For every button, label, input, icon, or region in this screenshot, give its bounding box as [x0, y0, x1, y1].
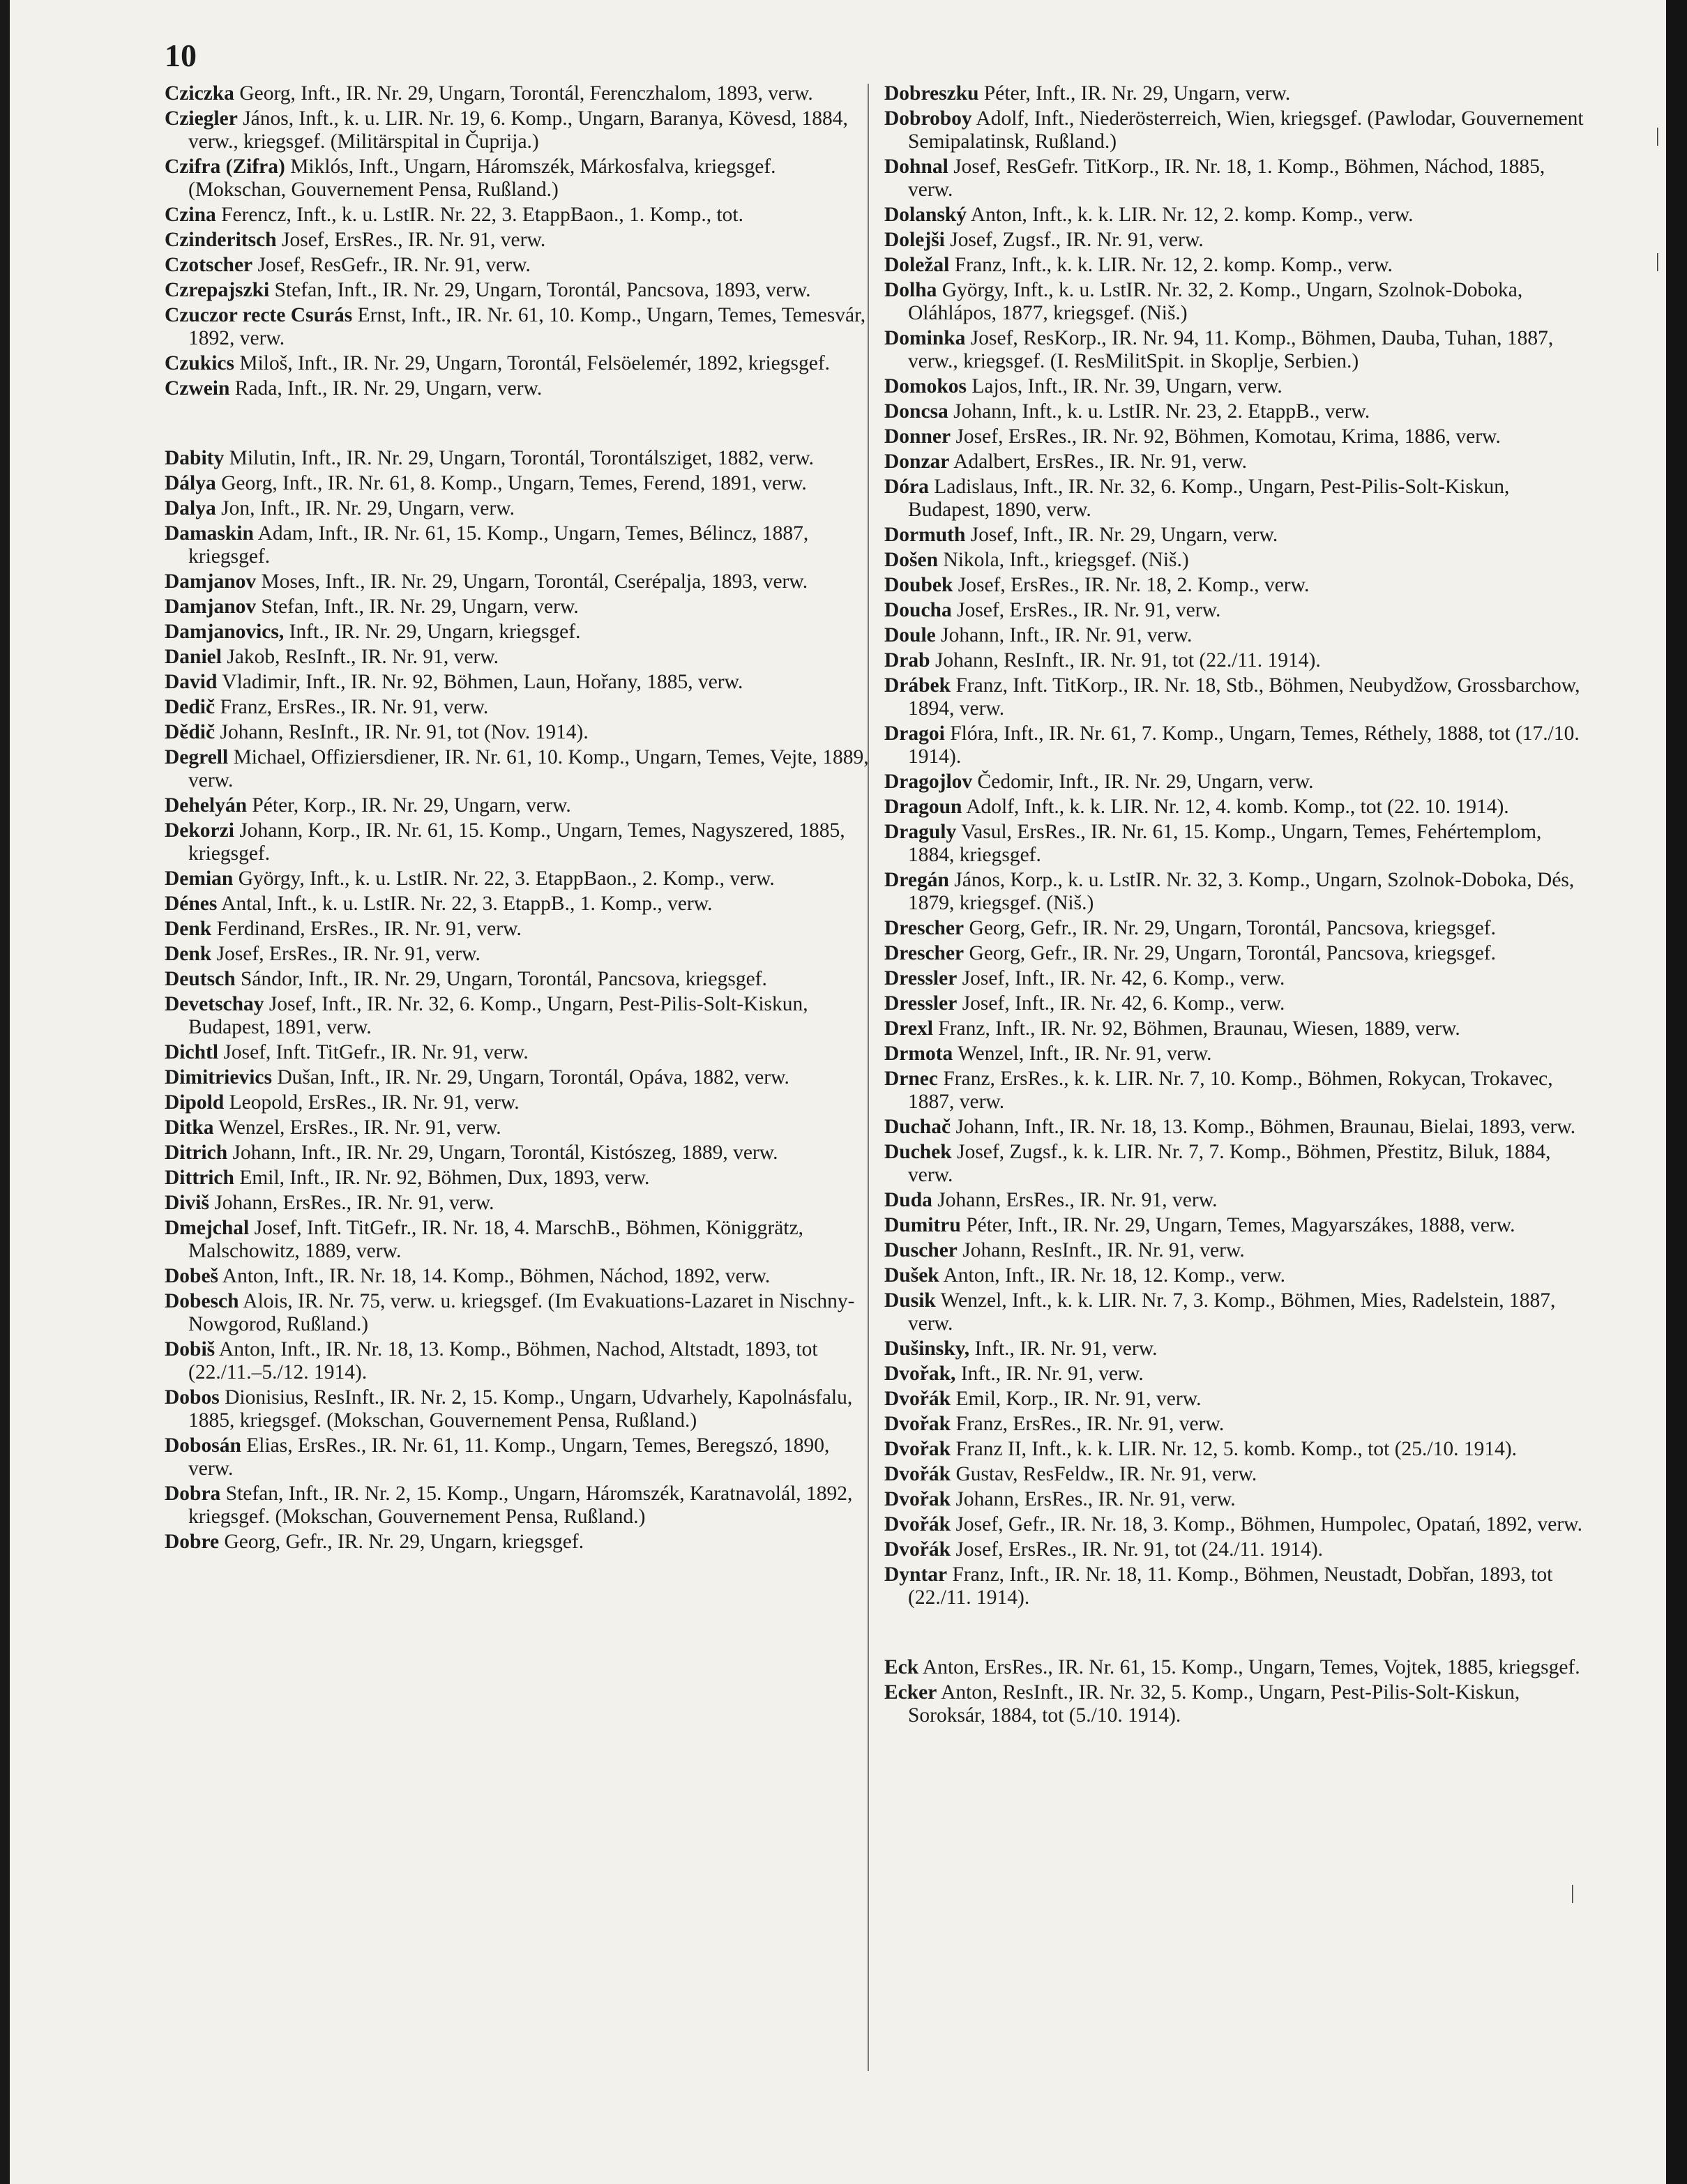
- entry-surname: Dohnal: [884, 156, 948, 178]
- entry-surname: Czwein: [165, 377, 230, 400]
- entry-surname: Dominka: [884, 327, 966, 349]
- entry-details: Anton, Inft., IR. Nr. 18, 12. Komp., verw.: [939, 1264, 1285, 1287]
- entry-details: Josef, ErsRes., IR. Nr. 91, verw.: [951, 599, 1221, 621]
- entry-details: Georg, Gefr., IR. Nr. 29, Ungarn, Torontál, Pancsova, kriegsgef.: [964, 917, 1497, 939]
- entry-details: Dionisius, ResInft., IR. Nr. 2, 15. Komp., Ungarn, Udvarhely, Kapolnásfalu, 1885, kriegsgef. (Mokschan, Gouvernement Pensa, Rußland.): [188, 1386, 853, 1432]
- entry-details: Josef, Gefr., IR. Nr. 18, 3. Komp., Böhmen, Humpolec, Opatań, 1892, verw.: [951, 1513, 1582, 1535]
- list-entry: [165, 1066, 869, 1089]
- entry-details: Josef, ErsRes., IR. Nr. 91, verw.: [276, 229, 546, 251]
- entry-details: Stefan, Inft., IR. Nr. 2, 15. Komp., Ungarn, Háromszék, Karatnavolál, 1892, kriegsgef. (Mokschan, Gouvernement Pensa, Rußland.): [188, 1482, 853, 1528]
- list-entry: [165, 1142, 869, 1165]
- list-entry: [884, 524, 1589, 547]
- entry-details: Johann, ResInft., IR. Nr. 91, verw.: [957, 1239, 1245, 1261]
- list-entry: [884, 549, 1589, 572]
- list-entry: [884, 1042, 1589, 1066]
- entry-details: Josef, ErsRes., IR. Nr. 92, Böhmen, Komotau, Krima, 1886, verw.: [951, 425, 1501, 448]
- entry-details: Miloš, Inft., IR. Nr. 29, Ungarn, Torontál, Felsöelemér, 1892, kriegsgef.: [234, 352, 831, 374]
- entry-surname: Drescher: [884, 942, 964, 964]
- entry-details: Stefan, Inft., IR. Nr. 29, Ungarn, Torontál, Pancsova, 1893, verw.: [269, 279, 811, 301]
- entry-details: Josef, Inft. TitGefr., IR. Nr. 91, verw.: [218, 1041, 529, 1063]
- entry-details: Anton, ResInft., IR. Nr. 32, 5. Komp., Ungarn, Pest-Pilis-Solt-Kiskun, Soroksár, 1884, tot (5./10. 1914).: [908, 1681, 1520, 1727]
- entry-surname: Degrell: [165, 746, 229, 768]
- entry-details: Adalbert, ErsRes., IR. Nr. 91, verw.: [949, 450, 1247, 473]
- entry-details: Elias, ErsRes., IR. Nr. 61, 11. Komp., Ungarn, Temes, Beregszó, 1890, verw.: [188, 1434, 830, 1480]
- entry-details: Georg, Inft., IR. Nr. 29, Ungarn, Torontál, Ferenczhalom, 1893, verw.: [234, 82, 813, 105]
- entry-surname: Doležal: [884, 254, 950, 276]
- entry-details: Ladislaus, Inft., IR. Nr. 32, 6. Komp., Ungarn, Pest-Pilis-Solt-Kiskun, Budapest, 1890, verw.: [908, 476, 1510, 521]
- entry-details: Vasul, ErsRes., IR. Nr. 61, 15. Komp., Ungarn, Temes, Fehértemplom, 1884, kriegsgef.: [908, 821, 1542, 866]
- entry-surname: Czifra (Zifra): [165, 156, 285, 178]
- list-entry: [884, 796, 1589, 819]
- entry-details: Emil, Korp., IR. Nr. 91, verw.: [951, 1388, 1202, 1410]
- list-entry: [884, 574, 1589, 597]
- list-entry: [165, 867, 869, 890]
- entry-details: János, Inft., k. u. LIR. Nr. 19, 6. Komp., Ungarn, Baranya, Kövesd, 1884, verw., kriegsgef. (Militärspital in Čuprija.): [188, 107, 848, 153]
- list-entry: [165, 156, 869, 202]
- entry-surname: Dobosán: [165, 1434, 241, 1457]
- list-entry: [884, 1388, 1589, 1411]
- entry-details: Josef, Inft. TitGefr., IR. Nr. 18, 4. MarschB., Böhmen, Königgrätz, Malschowitz, 1889, verw.: [188, 1217, 804, 1262]
- entry-surname: Dědič: [165, 721, 215, 743]
- entry-surname: Dragoi: [884, 722, 945, 745]
- entry-surname: Duscher: [884, 1239, 958, 1261]
- list-entry: [165, 522, 869, 568]
- entry-details: Johann, Inft., k. u. LstIR. Nr. 23, 2. EtappB., verw.: [948, 400, 1370, 423]
- entry-details: Wenzel, Inft., IR. Nr. 91, verw.: [953, 1042, 1212, 1065]
- list-entry: [884, 1068, 1589, 1114]
- entry-details: Franz, Inft., IR. Nr. 18, 11. Komp., Böhmen, Neustadt, Dobřan, 1893, tot (22./11. 1914).: [908, 1563, 1553, 1609]
- entry-details: Josef, ResGefr. TitKorp., IR. Nr. 18, 1. Komp., Böhmen, Náchod, 1885, verw.: [908, 156, 1545, 201]
- entry-surname: Dvořák: [884, 1513, 951, 1535]
- entry-surname: Dálya: [165, 472, 216, 494]
- entry-surname: Czina: [165, 204, 216, 226]
- list-entry: [884, 1538, 1589, 1561]
- entry-surname: Dvořák: [884, 1538, 951, 1561]
- entry-details: Johann, Inft., IR. Nr. 18, 13. Komp., Böhmen, Braunau, Bielai, 1893, verw.: [951, 1116, 1576, 1138]
- list-entry: [165, 671, 869, 694]
- entry-details: Antal, Inft., k. u. LstIR. Nr. 22, 3. EtappB., 1. Komp., verw.: [217, 893, 713, 915]
- entry-surname: Dvořak: [884, 1488, 951, 1510]
- entry-details: Georg, Inft., IR. Nr. 61, 8. Komp., Ungarn, Temes, Ferend, 1891, verw.: [215, 472, 807, 494]
- entry-details: Wenzel, ErsRes., IR. Nr. 91, verw.: [213, 1116, 501, 1139]
- list-entry: [884, 107, 1589, 153]
- entry-details: Jakob, ResInft., IR. Nr. 91, verw.: [221, 646, 499, 668]
- list-entry: [165, 497, 869, 520]
- entry-surname: Ditrich: [165, 1142, 228, 1164]
- entry-surname: Dobesch: [165, 1290, 239, 1312]
- margin-mark: |: [1656, 125, 1660, 146]
- list-entry: [165, 918, 869, 941]
- entry-surname: Dóra: [884, 476, 929, 498]
- list-entry: [884, 1141, 1589, 1187]
- entry-surname: David: [165, 671, 218, 693]
- list-entry: [165, 1217, 869, 1263]
- entry-surname: Drescher: [884, 917, 964, 939]
- list-entry: [884, 229, 1589, 252]
- entry-surname: Dušek: [884, 1264, 939, 1287]
- list-entry: [165, 447, 869, 470]
- entry-details: Leopold, ErsRes., IR. Nr. 91, verw.: [224, 1091, 520, 1114]
- entry-details: Johann, ResInft., IR. Nr. 91, tot (22./11. 1914).: [930, 649, 1321, 672]
- entry-surname: Domokos: [884, 375, 967, 397]
- entry-details: Ernst, Inft., IR. Nr. 61, 10. Komp., Ungarn, Temes, Temesvár, 1892, verw.: [188, 304, 866, 349]
- entry-surname: Drábek: [884, 674, 951, 697]
- letter-section-gap: [884, 1612, 1589, 1656]
- entry-surname: Demian: [165, 867, 234, 890]
- entry-surname: Ecker: [884, 1681, 937, 1704]
- entry-details: Johann, Inft., IR. Nr. 91, verw.: [935, 624, 1193, 646]
- entry-details: Franz, ErsRes., IR. Nr. 91, verw.: [951, 1413, 1225, 1435]
- entry-details: Vladimir, Inft., IR. Nr. 92, Böhmen, Laun, Hořany, 1885, verw.: [217, 671, 743, 693]
- list-entry: [165, 596, 869, 619]
- list-entry: [884, 1656, 1589, 1679]
- entry-surname: Damjanovics,: [165, 621, 285, 643]
- entry-details: Rada, Inft., IR. Nr. 29, Ungarn, verw.: [229, 377, 543, 400]
- entry-details: Josef, ErsRes., IR. Nr. 18, 2. Komp., verw.: [953, 574, 1310, 596]
- entry-surname: Donner: [884, 425, 951, 448]
- list-entry: [165, 1192, 869, 1215]
- entry-surname: Cziegler: [165, 107, 238, 130]
- entry-surname: Dobos: [165, 1386, 220, 1409]
- entry-surname: Doubek: [884, 574, 953, 596]
- entry-details: Ferdinand, ErsRes., IR. Nr. 91, verw.: [211, 918, 522, 940]
- entry-details: Johann, Inft., IR. Nr. 29, Ungarn, Torontál, Kistószeg, 1889, verw.: [227, 1142, 778, 1164]
- list-entry: [165, 1531, 869, 1554]
- list-entry: [884, 375, 1589, 398]
- entry-details: Franz II, Inft., k. k. LIR. Nr. 12, 5. komb. Komp., tot (25./10. 1914).: [951, 1438, 1518, 1460]
- list-entry: [884, 967, 1589, 990]
- entry-surname: Dobeš: [165, 1265, 219, 1287]
- list-entry: [165, 721, 869, 744]
- list-entry: [884, 649, 1589, 672]
- entry-details: Anton, Inft., k. k. LIR. Nr. 12, 2. komp. Komp., verw.: [967, 204, 1414, 226]
- entry-surname: Dobreszku: [884, 82, 979, 105]
- list-entry: [884, 1264, 1589, 1287]
- entry-details: Josef, Inft., IR. Nr. 32, 6. Komp., Ungarn, Pest-Pilis-Solt-Kiskun, Budapest, 1891, verw.: [188, 993, 808, 1038]
- entry-details: Lajos, Inft., IR. Nr. 39, Ungarn, verw.: [967, 375, 1283, 397]
- entry-details: Jon, Inft., IR. Nr. 29, Ungarn, verw.: [215, 497, 515, 520]
- entry-details: Josef, ResGefr., IR. Nr. 91, verw.: [252, 254, 531, 276]
- entry-details: Franz, Inft., k. k. LIR. Nr. 12, 2. komp. Komp., verw.: [949, 254, 1393, 276]
- entry-surname: Dolanský: [884, 204, 967, 226]
- list-entry: [165, 204, 869, 227]
- entry-details: Anton, Inft., IR. Nr. 18, 14. Komp., Böhmen, Náchod, 1892, verw.: [218, 1265, 771, 1287]
- entry-details: Josef, Inft., IR. Nr. 29, Ungarn, verw.: [965, 524, 1278, 546]
- entry-details: Anton, Inft., IR. Nr. 18, 13. Komp., Böhmen, Nachod, Altstadt, 1893, tot (22./11.–5./12. 1914).: [188, 1338, 818, 1383]
- entry-surname: Dobiš: [165, 1338, 215, 1360]
- entry-surname: Drab: [884, 649, 930, 672]
- list-entry: [165, 1386, 869, 1432]
- list-entry: [884, 1239, 1589, 1262]
- list-entry: [884, 1488, 1589, 1511]
- entry-details: Miklós, Inft., Ungarn, Háromszék, Márkosfalva, kriegsgef. (Mokschan, Gouvernement Pensa, Rußland.): [188, 156, 776, 201]
- entry-details: Josef, ResKorp., IR. Nr. 94, 11. Komp., Böhmen, Dauba, Tuhan, 1887, verw., kriegsgef. (I. ResMilitSpit. in Skoplje, Serbien.): [908, 327, 1554, 372]
- list-entry: [884, 254, 1589, 277]
- list-entry: [165, 893, 869, 916]
- list-entry: [884, 1681, 1589, 1727]
- entry-surname: Doncsa: [884, 400, 948, 423]
- entry-surname: Dvořák: [884, 1463, 951, 1485]
- list-entry: [165, 570, 869, 593]
- list-entry: [884, 674, 1589, 720]
- list-entry: [884, 917, 1589, 940]
- entry-surname: Dvořak: [884, 1438, 951, 1460]
- list-entry: [165, 993, 869, 1039]
- list-entry: [884, 82, 1589, 105]
- entry-surname: Dittrich: [165, 1167, 234, 1189]
- list-entry: [884, 599, 1589, 622]
- list-entry: [884, 425, 1589, 448]
- list-entry: [165, 107, 869, 153]
- margin-mark: |: [1571, 1882, 1575, 1904]
- list-entry: [884, 1413, 1589, 1436]
- list-entry: [884, 400, 1589, 423]
- list-entry: [165, 1041, 869, 1064]
- entry-surname: Dumitru: [884, 1214, 961, 1236]
- list-entry: [884, 869, 1589, 915]
- entry-surname: Czrepajszki: [165, 279, 270, 301]
- entry-surname: Duda: [884, 1189, 932, 1211]
- entry-details: Adolf, Inft., Niederösterreich, Wien, kriegsgef. (Pawlodar, Gouvernement Semipalatinsk, Rußland.): [908, 107, 1584, 153]
- entry-details: Sándor, Inft., IR. Nr. 29, Ungarn, Torontál, Pancsova, kriegsgef.: [235, 968, 767, 990]
- list-entry: [165, 696, 869, 719]
- entry-surname: Dressler: [884, 992, 958, 1015]
- list-entry: [165, 646, 869, 669]
- entry-surname: Drmota: [884, 1042, 953, 1065]
- entry-surname: Dichtl: [165, 1041, 219, 1063]
- list-entry: [165, 279, 869, 302]
- entry-surname: Dalya: [165, 497, 216, 520]
- list-entry: [165, 1338, 869, 1384]
- entry-details: Alois, IR. Nr. 75, verw. u. kriegsgef. (Im Evakuations-Lazaret in Nischny-Nowgorod, Rußland.): [188, 1290, 855, 1335]
- entry-details: Johann, ErsRes., IR. Nr. 91, verw.: [932, 1189, 1218, 1211]
- entry-surname: Damjanov: [165, 570, 257, 593]
- list-entry: [165, 254, 869, 277]
- entry-details: Michael, Offiziersdiener, IR. Nr. 61, 10. Komp., Ungarn, Temes, Vejte, 1889, verw.: [188, 746, 869, 791]
- list-entry: [884, 1337, 1589, 1360]
- list-entry: [884, 1214, 1589, 1237]
- entry-surname: Dedič: [165, 696, 215, 718]
- entry-surname: Dragoun: [884, 796, 962, 818]
- entry-surname: Czinderitsch: [165, 229, 277, 251]
- entry-details: Péter, Korp., IR. Nr. 29, Ungarn, verw.: [247, 794, 571, 817]
- entry-surname: Dehelyán: [165, 794, 247, 817]
- entry-surname: Doucha: [884, 599, 952, 621]
- entry-surname: Czuczor recte Csurás: [165, 304, 353, 326]
- list-entry: [165, 1482, 869, 1529]
- list-entry: [165, 819, 869, 865]
- entry-surname: Czotscher: [165, 254, 253, 276]
- entry-details: Moses, Inft., IR. Nr. 29, Ungarn, Torontál, Cserépalja, 1893, verw.: [256, 570, 808, 593]
- entry-surname: Dvořak: [884, 1413, 951, 1435]
- list-entry: [165, 1434, 869, 1480]
- list-entry: [165, 1290, 869, 1336]
- entry-details: Johann, ErsRes., IR. Nr. 91, verw.: [209, 1192, 494, 1214]
- entry-details: Inft., IR. Nr. 91, verw.: [955, 1363, 1144, 1385]
- entry-details: Stefan, Inft., IR. Nr. 29, Ungarn, verw.: [256, 596, 579, 618]
- list-entry: [165, 472, 869, 495]
- entry-details: Johann, Korp., IR. Nr. 61, 15. Komp., Ungarn, Temes, Nagyszered, 1885, kriegsgef.: [188, 819, 845, 865]
- entry-details: György, Inft., k. u. LstIR. Nr. 22, 3. EtappBaon., 2. Komp., verw.: [233, 867, 775, 890]
- entry-surname: Dusik: [884, 1289, 936, 1312]
- entry-details: Emil, Inft., IR. Nr. 92, Böhmen, Dux, 1893, verw.: [234, 1167, 650, 1189]
- entry-surname: Diviš: [165, 1192, 209, 1214]
- entry-surname: Drexl: [884, 1017, 933, 1040]
- entry-surname: Dimitrievics: [165, 1066, 272, 1089]
- entry-surname: Dobroboy: [884, 107, 972, 130]
- entry-surname: Daniel: [165, 646, 222, 668]
- entry-details: Adam, Inft., IR. Nr. 61, 15. Komp., Ungarn, Temes, Bélincz, 1887, kriegsgef.: [188, 522, 809, 568]
- entry-surname: Czukics: [165, 352, 234, 374]
- list-entry: [884, 1438, 1589, 1461]
- entry-surname: Doule: [884, 624, 936, 646]
- entry-surname: Dmejchal: [165, 1217, 250, 1239]
- list-entry: [165, 377, 869, 400]
- entry-surname: Dekorzi: [165, 819, 234, 842]
- list-entry: [884, 1116, 1589, 1139]
- list-entry: [165, 1091, 869, 1114]
- entry-surname: Dolha: [884, 279, 937, 301]
- entry-surname: Dušinsky,: [884, 1337, 970, 1360]
- entry-details: Péter, Inft., IR. Nr. 29, Ungarn, Temes, Magyarszákes, 1888, verw.: [960, 1214, 1515, 1236]
- list-entry: [884, 279, 1589, 325]
- list-entry: [165, 1265, 869, 1288]
- entry-details: Johann, ResInft., IR. Nr. 91, tot (Nov. 1914).: [215, 721, 589, 743]
- entry-surname: Dobra: [165, 1482, 221, 1505]
- list-entry: [884, 624, 1589, 647]
- entry-surname: Deutsch: [165, 968, 236, 990]
- entry-surname: Ditka: [165, 1116, 214, 1139]
- entry-surname: Dobre: [165, 1531, 220, 1553]
- list-entry: [165, 82, 869, 105]
- entry-details: Milutin, Inft., IR. Nr. 29, Ungarn, Torontál, Torontálsziget, 1882, verw.: [224, 447, 815, 469]
- entry-details: Ferencz, Inft., k. u. LstIR. Nr. 22, 3. EtappBaon., 1. Komp., tot.: [215, 204, 743, 226]
- list-entry: [165, 352, 869, 375]
- entry-details: György, Inft., k. u. LstIR. Nr. 32, 2. Komp., Ungarn, Szolnok-Doboka, Oláhlápos, 1877, kriegsgef. (Niš.): [908, 279, 1523, 324]
- entry-surname: Dénes: [165, 893, 218, 915]
- list-entry: [165, 943, 869, 966]
- list-entry: [884, 1563, 1589, 1609]
- list-entry: [165, 304, 869, 350]
- list-entry: [884, 156, 1589, 202]
- entry-surname: Cziczka: [165, 82, 234, 105]
- letter-section-gap: [165, 402, 869, 447]
- entry-surname: Dolejši: [884, 229, 945, 251]
- entry-details: Franz, ErsRes., IR. Nr. 91, verw.: [215, 696, 489, 718]
- entry-details: Josef, ErsRes., IR. Nr. 91, verw.: [211, 943, 481, 965]
- entry-details: Franz, Inft., IR. Nr. 92, Böhmen, Braunau, Wiesen, 1889, verw.: [932, 1017, 1460, 1040]
- entry-surname: Damjanov: [165, 596, 257, 618]
- entry-surname: Dressler: [884, 967, 958, 989]
- entry-details: Josef, Inft., IR. Nr. 42, 6. Komp., verw.: [957, 992, 1285, 1015]
- entry-surname: Denk: [165, 943, 212, 965]
- entry-details: Wenzel, Inft., k. k. LIR. Nr. 7, 3. Komp., Böhmen, Mies, Radelstein, 1887, verw.: [908, 1289, 1556, 1335]
- list-entry: [165, 229, 869, 252]
- list-entry: [884, 942, 1589, 965]
- entry-details: Franz, ErsRes., k. k. LIR. Nr. 7, 10. Komp., Böhmen, Rokycan, Trokavec, 1887, verw.: [908, 1068, 1553, 1113]
- list-entry: [165, 968, 869, 991]
- list-entry: [165, 794, 869, 817]
- entry-details: Inft., IR. Nr. 29, Ungarn, kriegsgef.: [284, 621, 581, 643]
- left-column: [165, 82, 869, 1556]
- entry-surname: Duchač: [884, 1116, 951, 1138]
- entry-details: Gustav, ResFeldw., IR. Nr. 91, verw.: [951, 1463, 1257, 1485]
- entry-surname: Donzar: [884, 450, 950, 473]
- entry-surname: Dvořák: [884, 1388, 951, 1410]
- entry-details: Inft., IR. Nr. 91, verw.: [969, 1337, 1158, 1360]
- entry-details: Georg, Gefr., IR. Nr. 29, Ungarn, Torontál, Pancsova, kriegsgef.: [964, 942, 1497, 964]
- entry-details: Josef, Zugsf., IR. Nr. 91, verw.: [944, 229, 1204, 251]
- entry-surname: Drnec: [884, 1068, 938, 1090]
- entry-details: Josef, Zugsf., k. k. LIR. Nr. 7, 7. Komp., Böhmen, Přestitz, Biluk, 1884, verw.: [908, 1141, 1551, 1186]
- scan-edge-right: [1666, 0, 1687, 2184]
- entry-surname: Dipold: [165, 1091, 225, 1114]
- entry-surname: Dragojlov: [884, 771, 973, 793]
- list-entry: [165, 621, 869, 644]
- list-entry: [884, 1017, 1589, 1040]
- entry-surname: Došen: [884, 549, 939, 571]
- list-entry: [884, 1463, 1589, 1486]
- list-entry: [165, 1167, 869, 1190]
- list-entry: [884, 1513, 1589, 1536]
- entry-details: Péter, Inft., IR. Nr. 29, Ungarn, verw.: [978, 82, 1291, 105]
- margin-mark: |: [1656, 250, 1660, 272]
- entry-surname: Damaskin: [165, 522, 254, 545]
- page-number: 10: [165, 38, 197, 73]
- entry-surname: Dvořak,: [884, 1363, 956, 1385]
- entry-details: Flóra, Inft., IR. Nr. 61, 7. Komp., Ungarn, Temes, Réthely, 1888, tot (17./10. 1914).: [908, 722, 1580, 768]
- list-entry: [884, 771, 1589, 794]
- list-entry: [884, 992, 1589, 1015]
- entry-details: Čedomir, Inft., IR. Nr. 29, Ungarn, verw.: [972, 771, 1314, 793]
- entry-surname: Devetschay: [165, 993, 264, 1015]
- entry-details: János, Korp., k. u. LstIR. Nr. 32, 3. Komp., Ungarn, Szolnok-Doboka, Dés, 1879, kriegsgef. (Niš.): [908, 869, 1575, 914]
- list-entry: [884, 821, 1589, 867]
- entry-details: Dušan, Inft., IR. Nr. 29, Ungarn, Torontál, Opáva, 1882, verw.: [272, 1066, 789, 1089]
- entry-details: Georg, Gefr., IR. Nr. 29, Ungarn, kriegsgef.: [219, 1531, 584, 1553]
- list-entry: [884, 722, 1589, 768]
- entry-details: Franz, Inft. TitKorp., IR. Nr. 18, Stb., Böhmen, Neubydžow, Grossbarchow, 1894, verw.: [908, 674, 1580, 720]
- entry-details: Johann, ErsRes., IR. Nr. 91, verw.: [951, 1488, 1236, 1510]
- list-entry: [884, 1363, 1589, 1386]
- list-entry: [884, 450, 1589, 473]
- entry-details: Josef, ErsRes., IR. Nr. 91, tot (24./11. 1914).: [951, 1538, 1324, 1561]
- entry-details: Adolf, Inft., k. k. LIR. Nr. 12, 4. komb. Komp., tot (22. 10. 1914).: [962, 796, 1509, 818]
- list-entry: [165, 1116, 869, 1139]
- list-entry: [884, 204, 1589, 227]
- list-entry: [884, 1289, 1589, 1335]
- list-entry: [165, 746, 869, 792]
- entry-details: Anton, ErsRes., IR. Nr. 61, 15. Komp., Ungarn, Temes, Vojtek, 1885, kriegsgef.: [918, 1656, 1580, 1678]
- scan-edge-left: [0, 0, 10, 2184]
- entry-surname: Dregán: [884, 869, 949, 891]
- entry-surname: Dyntar: [884, 1563, 948, 1586]
- entry-details: Josef, Inft., IR. Nr. 42, 6. Komp., verw.: [957, 967, 1285, 989]
- entry-surname: Draguly: [884, 821, 957, 843]
- entry-details: Nikola, Inft., kriegsgef. (Niš.): [938, 549, 1189, 571]
- entry-surname: Denk: [165, 918, 212, 940]
- entry-surname: Dabity: [165, 447, 225, 469]
- entry-surname: Duchek: [884, 1141, 952, 1163]
- list-entry: [884, 327, 1589, 373]
- list-entry: [884, 476, 1589, 522]
- list-entry: [884, 1189, 1589, 1212]
- right-column: [884, 82, 1589, 1729]
- entry-surname: Dormuth: [884, 524, 966, 546]
- entry-surname: Eck: [884, 1656, 919, 1678]
